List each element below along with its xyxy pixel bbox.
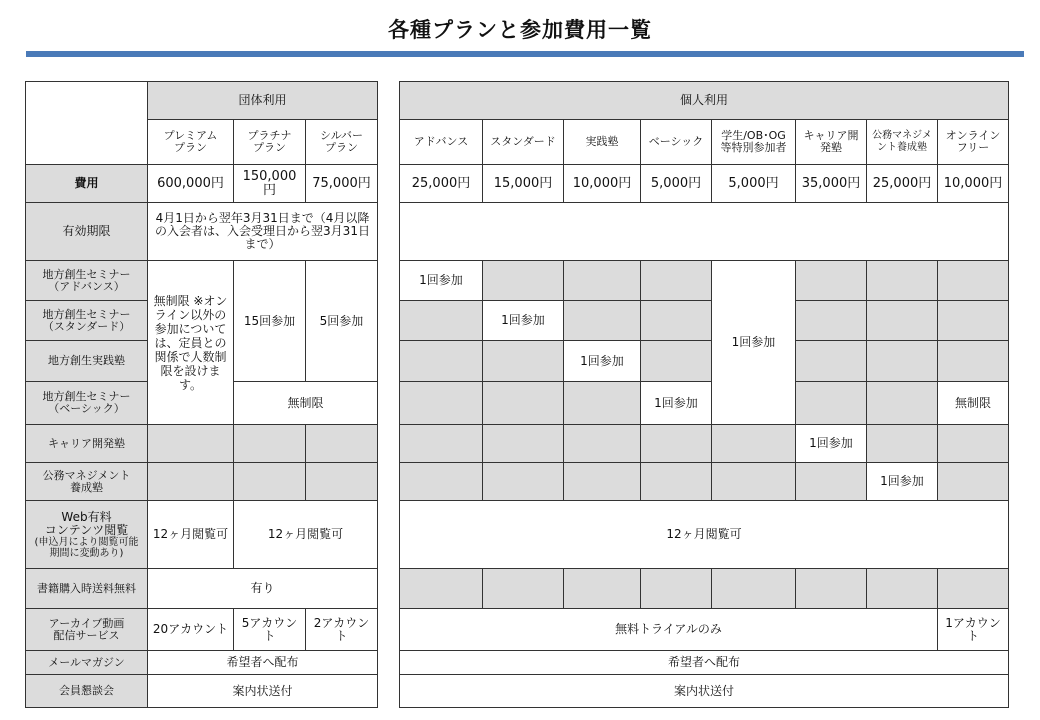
empty-cell (867, 261, 938, 301)
plan-career: キャリア開 発塾 (796, 120, 867, 165)
row-label-books: 書籍購入時送料無料 (26, 569, 148, 609)
empty-cell (867, 301, 938, 341)
row-label-seminar-basic: 地方創生セミナー （ベーシック） (26, 382, 148, 425)
career-once: 1回参加 (796, 425, 867, 463)
archive-platinum: 5アカウント (234, 609, 306, 651)
empty-cell (796, 261, 867, 301)
empty-cell (712, 569, 796, 609)
empty-cell (712, 463, 796, 501)
empty-cell (867, 341, 938, 382)
empty-cell (641, 261, 712, 301)
web-group: 12ヶ月閲覧可 (234, 501, 378, 569)
empty-cell (796, 341, 867, 382)
empty-cell (796, 382, 867, 425)
title-underline (26, 51, 1024, 57)
empty-cell (400, 425, 483, 463)
fee-advance: 25,000円 (400, 165, 483, 203)
empty-cell (564, 463, 641, 501)
empty-cell (867, 382, 938, 425)
empty-cell (400, 301, 483, 341)
plan-premium: プレミアム プラン (148, 120, 234, 165)
empty-cell (867, 569, 938, 609)
jissenjuku-once: 1回参加 (564, 341, 641, 382)
platinum-15-times: 15回参加 (234, 261, 306, 382)
fee-basic: 5,000円 (641, 165, 712, 203)
plan-advance: アドバンス (400, 120, 483, 165)
corner-cell (26, 82, 148, 165)
empty-cell (564, 425, 641, 463)
empty-cell (306, 425, 378, 463)
empty-cell (641, 341, 712, 382)
row-label-validity: 有効期限 (26, 203, 148, 261)
premium-unlimited-note: 無制限 ※オンライン以外の参加については、定員との関係で人数制限を設けます。 (148, 261, 234, 425)
row-label-mail: メールマガジン (26, 651, 148, 675)
empty-cell (938, 463, 1009, 501)
basic-once: 1回参加 (641, 382, 712, 425)
empty-cell (712, 425, 796, 463)
validity-group: 4月1日から翌年3月31日まで（4月以降の入会者は、入会受理日から翌3月31日まで） (148, 203, 378, 261)
advance-once: 1回参加 (400, 261, 483, 301)
empty-cell (148, 463, 234, 501)
empty-cell (234, 425, 306, 463)
empty-cell (400, 382, 483, 425)
fee-koumu: 25,000円 (867, 165, 938, 203)
empty-cell (400, 569, 483, 609)
student-once: 1回参加 (712, 261, 796, 425)
archive-trial: 無料トライアルのみ (400, 609, 938, 651)
plan-silver: シルバー プラン (306, 120, 378, 165)
group-header: 団体利用 (148, 82, 378, 120)
plan-basic: ベーシック (641, 120, 712, 165)
empty-cell (483, 261, 564, 301)
row-label-career: キャリア開発塾 (26, 425, 148, 463)
row-label-koumu: 公務マネジメント 養成塾 (26, 463, 148, 501)
empty-cell (641, 569, 712, 609)
row-label-fee: 費用 (26, 165, 148, 203)
empty-cell (938, 569, 1009, 609)
fee-career: 35,000円 (796, 165, 867, 203)
group-plan-table (25, 81, 378, 708)
empty-cell (641, 301, 712, 341)
individual-header: 個人利用 (400, 82, 1009, 120)
empty-cell (564, 261, 641, 301)
fee-jissenjuku: 10,000円 (564, 165, 641, 203)
silver-5-times: 5回参加 (306, 261, 378, 382)
empty-cell (796, 569, 867, 609)
empty-cell (938, 425, 1009, 463)
row-label-jissenjuku: 地方創生実践塾 (26, 341, 148, 382)
row-label-meeting: 会員懇談会 (26, 675, 148, 708)
empty-cell (234, 463, 306, 501)
plan-online-free: オンライン フリー (938, 120, 1009, 165)
empty-cell (483, 341, 564, 382)
group-basic-unlimited: 無制限 (234, 382, 378, 425)
plan-student: 学生/OB･OG 等特別参加者 (712, 120, 796, 165)
fee-premium: 600,000円 (148, 165, 234, 203)
empty-cell (400, 341, 483, 382)
mail-group: 希望者へ配布 (148, 651, 378, 675)
plan-platinum: プラチナ プラン (234, 120, 306, 165)
koumu-once: 1回参加 (867, 463, 938, 501)
empty-cell (564, 569, 641, 609)
plan-koumu: 公務マネジメ ント養成塾 (867, 120, 938, 165)
fee-standard: 15,000円 (483, 165, 564, 203)
page-title: 各種プランと参加費用一覧 (388, 18, 652, 42)
empty-cell (483, 463, 564, 501)
row-label-web (26, 501, 148, 569)
fee-platinum: 150,000 円 (234, 165, 306, 203)
fee-silver: 75,000円 (306, 165, 378, 203)
empty-cell (938, 341, 1009, 382)
empty-cell (938, 301, 1009, 341)
empty-cell (483, 569, 564, 609)
meeting-group: 案内状送付 (148, 675, 378, 708)
empty-cell (867, 425, 938, 463)
empty-cell (483, 382, 564, 425)
standard-once: 1回参加 (483, 301, 564, 341)
empty-cell (306, 463, 378, 501)
empty-cell (148, 425, 234, 463)
web-individual: 12ヶ月閲覧可 (400, 501, 1009, 569)
meeting-individual: 案内状送付 (400, 675, 1009, 708)
mail-individual: 希望者へ配布 (400, 651, 1009, 675)
books-group: 有り (148, 569, 378, 609)
empty-cell (796, 301, 867, 341)
fee-online-free: 10,000円 (938, 165, 1009, 203)
plan-standard: スタンダード (483, 120, 564, 165)
plan-jissenjuku: 実践塾 (564, 120, 641, 165)
empty-cell (400, 463, 483, 501)
archive-silver: 2アカウント (306, 609, 378, 651)
empty-cell (483, 425, 564, 463)
row-label-web-title: Web有料 コンテンツ閲覧 (44, 509, 129, 537)
row-label-archive: アーカイブ動画 配信サービス (26, 609, 148, 651)
empty-cell (564, 301, 641, 341)
validity-individual (400, 203, 1009, 261)
empty-cell (796, 463, 867, 501)
web-premium: 12ヶ月閲覧可 (148, 501, 234, 569)
individual-plan-table (399, 81, 1009, 708)
row-label-seminar-advance: 地方創生セミナー （アドバンス） (26, 261, 148, 301)
empty-cell (938, 261, 1009, 301)
row-label-seminar-standard: 地方創生セミナー （スタンダード） (26, 301, 148, 341)
online-free-unlimited: 無制限 (938, 382, 1009, 425)
fee-student: 5,000円 (712, 165, 796, 203)
empty-cell (564, 382, 641, 425)
row-label-web-note: (申込月により閲覧可能 期間に変動あり) (34, 536, 139, 559)
archive-online-free: 1アカウント (938, 609, 1009, 651)
archive-premium: 20アカウント (148, 609, 234, 651)
empty-cell (641, 425, 712, 463)
empty-cell (641, 463, 712, 501)
